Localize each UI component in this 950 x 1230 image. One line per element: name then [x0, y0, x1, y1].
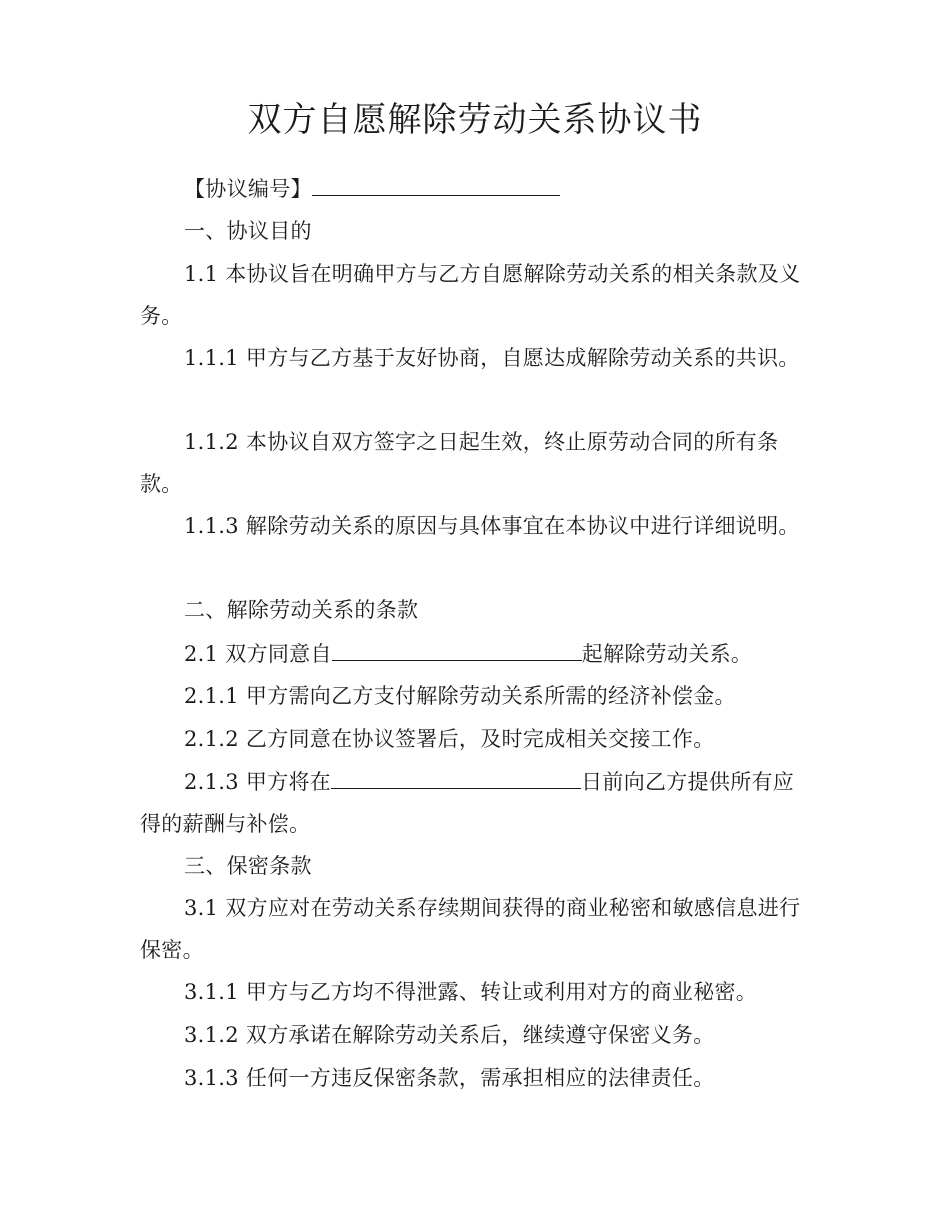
clause-2-1-3-text-before: 2.1.3 甲方将在	[184, 770, 332, 794]
clause-2-1-2: 2.1.2 乙方同意在协议签署后，及时完成相关交接工作。	[184, 727, 715, 751]
clause-3-1-1: 3.1.1 甲方与乙方均不得泄露、转让或利用对方的商业秘密。	[184, 980, 758, 1004]
clause-1-1-1: 1.1.1 甲方与乙方基于友好协商，自愿达成解除劳动关系的共识。	[184, 346, 800, 370]
clause-3-1: 3.1 双方应对在劳动关系存续期间获得的商业秘密和敏感信息进行保密。	[140, 896, 801, 962]
agreement-number-line	[140, 168, 815, 210]
agreement-number-label: 【协议编号】	[184, 177, 312, 201]
clause-2-1-3-text-after: 日前向乙方提供所有应得的薪酬与补偿。	[140, 770, 795, 836]
payment-date-blank[interactable]	[331, 768, 581, 789]
clause-2-1	[140, 633, 815, 675]
termination-date-blank[interactable]	[332, 640, 582, 661]
clause-1-1-2: 1.1.2 本协议自双方签字之日起生效，终止原劳动合同的所有条款。	[140, 430, 779, 496]
clause-1-1: 1.1 本协议旨在明确甲方与乙方自愿解除劳动关系的相关条款及义务。	[140, 262, 801, 328]
clause-2-1-text-before: 2.1 双方同意自	[184, 642, 332, 666]
section-2-heading: 二、解除劳动关系的条款	[184, 598, 419, 622]
clause-2-1-1: 2.1.1 甲方需向乙方支付解除劳动关系所需的经济补偿金。	[184, 684, 736, 708]
clause-1-1-3: 1.1.3 解除劳动关系的原因与具体事宜在本协议中进行详细说明。	[184, 514, 800, 538]
section-3-heading: 三、保密条款	[184, 854, 312, 878]
clause-3-1-2: 3.1.2 双方承诺在解除劳动关系后，继续遵守保密义务。	[184, 1023, 715, 1047]
clause-2-1-text-after: 起解除劳动关系。	[581, 642, 753, 666]
clause-3-1-3: 3.1.3 任何一方违反保密条款，需承担相应的法律责任。	[184, 1066, 715, 1090]
section-1-heading: 一、协议目的	[184, 219, 312, 243]
clause-2-1-3	[140, 761, 815, 845]
document-title: 双方自愿解除劳动关系协议书	[247, 100, 703, 140]
agreement-number-blank[interactable]	[312, 175, 560, 196]
